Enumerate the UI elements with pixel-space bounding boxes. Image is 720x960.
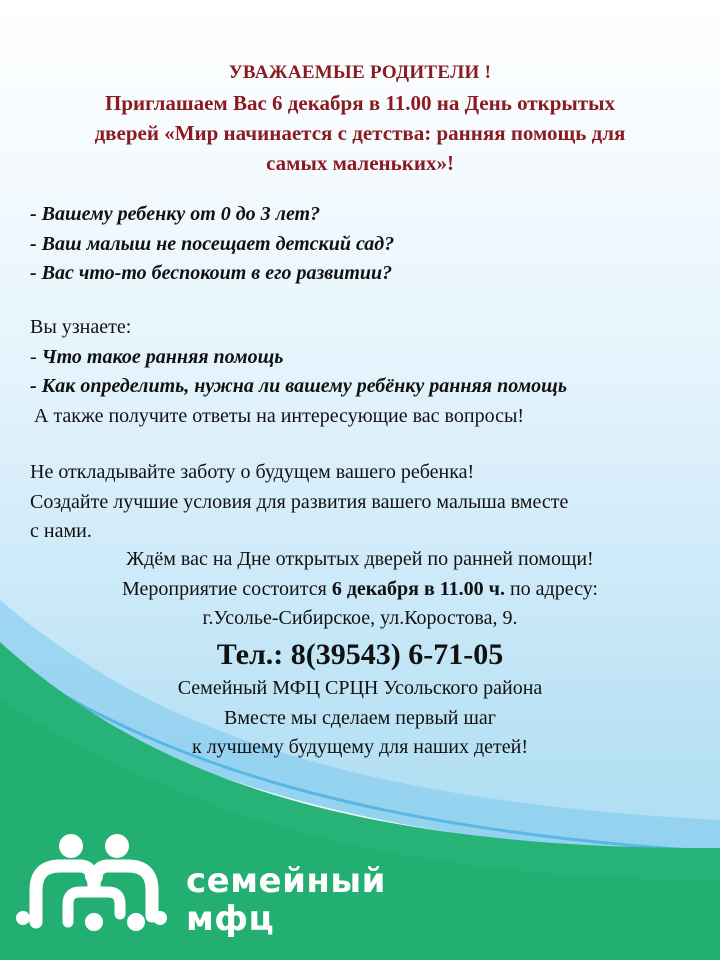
logo-word-2: мфц — [186, 899, 275, 939]
learn-item — [30, 343, 700, 373]
questions-list — [30, 200, 700, 289]
learn-item-text: Что такое ранняя помощь — [41, 345, 284, 368]
learn-intro: Вы узнаете: — [30, 316, 132, 338]
logo-wordmark — [186, 862, 386, 938]
invite-line-1: Ждём вас на Дне открытых дверей по ранней помощи! — [126, 548, 594, 570]
header-greeting: УВАЖАЕМЫЕ РОДИТЕЛИ ! — [228, 62, 492, 83]
family-figures-icon — [14, 830, 184, 940]
footer-section — [20, 674, 700, 763]
invite-line-2-post: по адресу: — [504, 577, 598, 600]
invitation-header — [30, 58, 690, 178]
header-line-2: Приглашаем Вас 6 декабря в 11.00 на День открытых — [105, 91, 615, 115]
care-line-1: Не откладывайте заботу о будущем вашего ребенка! — [30, 461, 475, 483]
invite-line-2-pre: Мероприятие состоится — [121, 577, 332, 600]
learn-answers: А также получите ответы на интересующие вас вопросы! — [34, 404, 525, 427]
event-address: г.Усолье-Сибирское, ул.Коростова, 9. — [202, 607, 518, 629]
care-line-2: Создайте лучшие условия для развития вашего малыша вместе — [30, 490, 569, 513]
learn-item — [30, 372, 700, 402]
organization-name: Семейный МФЦ СРЦН Усольского района — [177, 677, 543, 699]
learn-section — [30, 313, 700, 431]
logo-word-1: семейный — [186, 861, 386, 901]
header-line-3: дверей «Мир начинается с детства: ранняя помощь для — [94, 121, 626, 145]
invite-section — [20, 545, 700, 634]
phone-number: Тел.: 8(39543) 6-71-05 — [216, 638, 504, 671]
header-line-4: самых маленьких»! — [266, 151, 454, 175]
learn-item-dash: - — [30, 345, 42, 368]
event-datetime: 6 декабря в 11.00 ч. — [331, 577, 505, 600]
question-item: - Вас что-то беспокоит в его развитии? — [30, 262, 393, 284]
learn-item-text: Как определить, нужна ли вашему ребёнку ранняя помощь — [41, 375, 567, 397]
learn-item-dash: - — [30, 375, 42, 397]
slogan-line-1: Вместе мы сделаем первый шаг — [224, 706, 496, 729]
question-item: - Вашему ребенку от 0 до 3 лет? — [30, 203, 321, 225]
care-line-3: с нами. — [30, 520, 92, 542]
invite-line-2 — [20, 575, 700, 605]
care-section — [30, 458, 700, 547]
question-item: - Ваш малыш не посещает детский сад? — [30, 232, 395, 255]
slogan-line-2: к лучшему будущему для наших детей! — [191, 736, 529, 758]
